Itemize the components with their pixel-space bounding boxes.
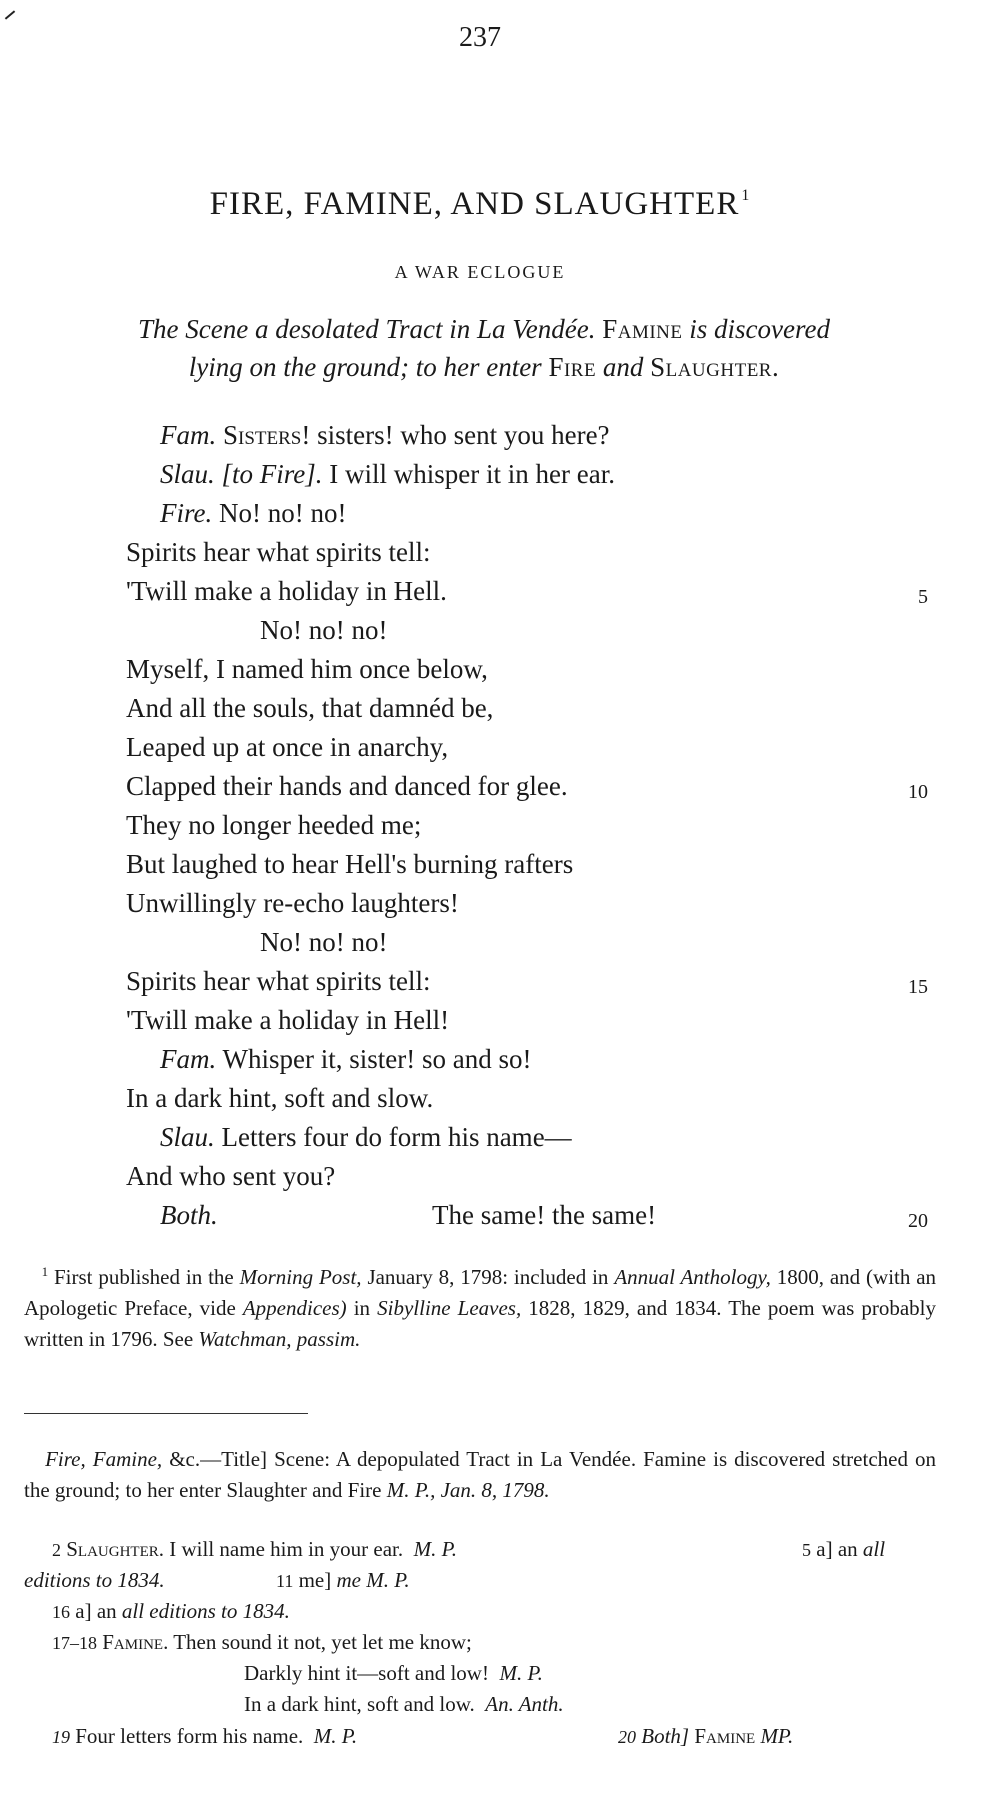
character-fire: Fire: [548, 352, 597, 382]
poem-line-7: Myself, I named him once below,: [126, 654, 488, 684]
variant-italic: all editions to 1834.: [121, 1599, 290, 1623]
variant-text: &c.—Title] Scene: A depopulated Tract in La Vendée. Famine is discovered stretched on the ground; to her enter Slaughter and Fire: [24, 1447, 937, 1502]
character-famine: Famine: [602, 314, 683, 344]
variant-italic: Fire, Famine,: [45, 1447, 163, 1471]
variant-character: Slaughter.: [66, 1537, 165, 1561]
footnote-divider: [24, 1413, 308, 1414]
variant-character: Famine.: [102, 1630, 169, 1654]
line-text: I will whisper it in her ear.: [329, 459, 615, 489]
variant-character: Famine: [694, 1724, 756, 1748]
line-text: Whisper it, sister! so and so!: [222, 1044, 532, 1074]
footnote-text: 1800, and (with an Apologetic Preface, vide: [24, 1265, 937, 1320]
scene-line-1: [24, 314, 944, 345]
variant-text: Four letters form his name.: [75, 1724, 304, 1748]
variant-text: a] an: [816, 1537, 858, 1561]
line-number-20: 20: [908, 1210, 928, 1232]
scene-text: lying on the ground; to her enter: [188, 352, 542, 382]
poem-line-15: Spirits hear what spirits tell:: [126, 966, 431, 996]
poem-line-13: Unwillingly re-echo laughters!: [126, 888, 459, 918]
variant-italic: Both]: [641, 1724, 690, 1748]
footnote-text: in: [353, 1296, 371, 1320]
variant-text: In a dark hint, soft and low.: [244, 1692, 475, 1716]
footnote-italic: Morning Post,: [239, 1265, 362, 1289]
variant-11: [276, 1568, 410, 1593]
margin-mark: [5, 10, 15, 19]
footnote-ref: 1: [41, 1264, 49, 1279]
poem-line-5: 'Twill make a holiday in Hell.: [126, 576, 447, 606]
stage-direction: [to Fire].: [221, 459, 323, 489]
title-footnote-ref: 1: [741, 187, 751, 204]
variant-text: Darkly hint it—soft and low!: [244, 1661, 489, 1685]
variant-source: M. P.: [499, 1661, 543, 1685]
variant-title: [24, 1444, 936, 1506]
poem-line-11: They no longer heeded me;: [126, 810, 422, 840]
variant-line-number: 16: [52, 1602, 70, 1622]
poem-line-10: Clapped their hands and danced for glee.: [126, 771, 568, 801]
line-text: Sisters: [223, 420, 302, 450]
poem-line-21: The same! the same!: [432, 1200, 657, 1230]
speaker: Slau.: [160, 1122, 215, 1152]
line-text: No! no! no!: [218, 498, 347, 528]
poem-line-21-speaker: Both.: [160, 1200, 218, 1230]
footnote-italic: Appendices): [242, 1296, 347, 1320]
variant-line-number: 19: [52, 1727, 70, 1747]
variant-text: a] an: [75, 1599, 117, 1623]
scene-text: and: [602, 352, 644, 382]
footnote-italic: Sibylline Leaves,: [377, 1296, 522, 1320]
poem-line-17: [160, 1044, 531, 1075]
poem-title: [0, 186, 960, 223]
footnote: [24, 1256, 936, 1355]
poem-line-3: [160, 498, 346, 529]
poem-line-8: And all the souls, that damnéd be,: [126, 693, 494, 723]
poem-line-16: 'Twill make a holiday in Hell!: [126, 1005, 450, 1035]
variant-17-18-line-2: [244, 1661, 543, 1686]
scene-text: The Scene a desolated Tract in La Vendée.: [138, 314, 596, 344]
footnote-text: First published in the: [53, 1265, 234, 1289]
variant-20: [618, 1724, 793, 1749]
poem-line-2: [160, 459, 615, 490]
variant-source: An. Anth.: [485, 1692, 564, 1716]
variant-16: [52, 1599, 290, 1624]
variant-5: [802, 1537, 885, 1562]
variant-text: I will name him in your ear.: [169, 1537, 404, 1561]
variant-line-number: 17–18: [52, 1633, 97, 1653]
variant-source: M. P.: [313, 1724, 358, 1748]
footnote-italic: Annual Anthology,: [614, 1265, 771, 1289]
speaker: Fire.: [160, 498, 213, 528]
variant-italic: all: [862, 1537, 886, 1561]
line-number-10: 10: [908, 781, 928, 803]
character-slaughter: Slaughter.: [650, 352, 780, 382]
speaker: Fam.: [160, 1044, 217, 1074]
variant-line-number: 5: [802, 1540, 811, 1560]
variant-2: [52, 1537, 457, 1562]
poem-line-9: Leaped up at once in anarchy,: [126, 732, 449, 762]
poem-line-20: And who sent you?: [126, 1161, 336, 1191]
variant-line-number: 11: [276, 1571, 294, 1591]
variant-text: me]: [298, 1568, 332, 1592]
poem-line-1: [160, 420, 610, 451]
scene-line-2: [24, 352, 944, 383]
footnote-text: January 8, 1798: included in: [367, 1265, 609, 1289]
speaker: Slau.: [160, 459, 215, 489]
page-number: 237: [459, 22, 501, 53]
poem-line-6: No! no! no!: [260, 615, 388, 645]
line-text: ! sisters! who sent you here?: [301, 420, 610, 450]
scene-text: is discovered: [689, 314, 830, 344]
variant-source: MP.: [760, 1724, 794, 1748]
variant-5-continued: editions to 1834.: [24, 1568, 165, 1592]
variant-17-18: [52, 1630, 472, 1655]
footnote-italic: Watchman, passim.: [198, 1327, 361, 1351]
variant-17-18-line-3: [244, 1692, 564, 1717]
speaker: Fam.: [160, 420, 217, 450]
poem-line-4: Spirits hear what spirits tell:: [126, 537, 431, 567]
variant-text: Then sound it not, yet let me know;: [173, 1630, 472, 1654]
variant-19: [52, 1724, 357, 1749]
variant-source: M. P.: [413, 1537, 458, 1561]
variant-line-number: 2: [52, 1540, 61, 1560]
title-text: FIRE, FAMINE, AND SLAUGHTER: [209, 186, 740, 222]
poem-line-18: In a dark hint, soft and slow.: [126, 1083, 434, 1113]
poem-line-14: No! no! no!: [260, 927, 388, 957]
variant-line-number: 20: [618, 1727, 636, 1747]
poem-line-19: [160, 1122, 572, 1153]
poem-line-12: But laughed to hear Hell's burning rafters: [126, 849, 574, 879]
poem-subtitle: A WAR ECLOGUE: [394, 262, 566, 282]
footnote-text: 1828, 1829, and 1834. The poem was probably written in 1796. See: [24, 1296, 937, 1351]
variant-source: me M. P.: [336, 1568, 410, 1592]
line-number-15: 15: [908, 976, 928, 998]
line-number-5: 5: [918, 586, 928, 608]
line-text: Letters four do form his name—: [221, 1122, 572, 1152]
variant-source: M. P., Jan. 8, 1798.: [386, 1478, 550, 1502]
